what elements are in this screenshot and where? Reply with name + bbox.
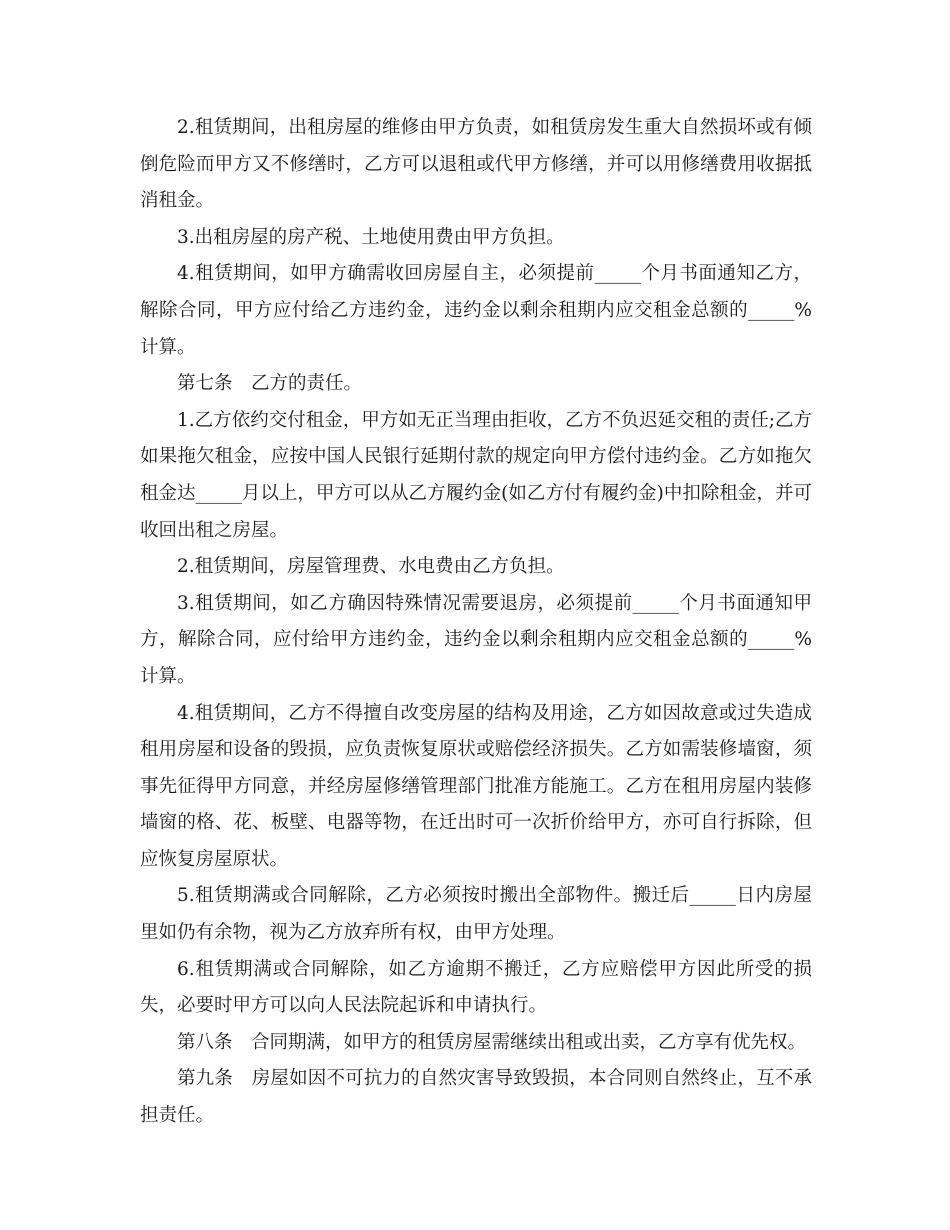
clause-7-item-6: 6.租赁期满或合同解除，如乙方逾期不搬迁，乙方应赔偿甲方因此所受的损失，必要时甲方可以向人民法院起诉和申请执行。 (140, 958, 812, 1017)
clause-6-item-2: 2.租赁期间，出租房屋的维修由甲方负责，如租赁房发生重大自然损坏或有倾倒危险而甲方又不修缮时，乙方可以退租或代甲方修缮，并可以用修缮费用收据抵消租金。 (140, 117, 812, 212)
clause-6-item-3: 3.出租房屋的房产税、土地使用费由甲方负担。 (177, 226, 565, 248)
article-8: 第八条 合同期满，如甲方的租赁房屋需继续出租或出卖，乙方享有优先权。 (177, 1031, 807, 1053)
contract-body (140, 110, 812, 1135)
clause-6-item-4: 4.租赁期间，如甲方确需收回房屋自主，必须提前_____个月书面通知乙方，解除合同，甲方应付给乙方违约金，违约金以剩余租期内应交租金总额的_____%计算。 (140, 263, 812, 358)
clause-7-item-2: 2.租赁期间，房屋管理费、水电费由乙方负担。 (177, 556, 565, 578)
clause-7-item-3: 3.租赁期间，如乙方确因特殊情况需要退房，必须提前_____个月书面通知甲方，解除合同，应付给甲方违约金，违约金以剩余租期内应交租金总额的_____%计算。 (140, 592, 812, 687)
article-9: 第九条 房屋如因不可抗力的自然灾害导致毁损，本合同则自然终止，互不承担责任。 (140, 1068, 812, 1127)
article-7-heading: 第七条 乙方的责任。 (177, 373, 363, 395)
clause-7-item-1: 1.乙方依约交付租金，甲方如无正当理由拒收，乙方不负迟延交租的责任;乙方如果拖欠租金，应按中国人民银行延期付款的规定向甲方偿付违约金。乙方如拖欠租金达_____月以上，甲方可以从乙方履约金(如乙方付有履约金)中扣除租金，并可收回出租之房屋。 (140, 409, 812, 541)
clause-7-item-4: 4.租赁期间，乙方不得擅自改变房屋的结构及用途，乙方如因故意或过失造成租用房屋和设备的毁损，应负责恢复原状或赔偿经济损失。乙方如需装修墙窗，须事先征得甲方同意，并经房屋修缮管理部门批准方能施工。乙方在租用房屋内装修墙窗的格、花、板壁、电器等物，在迁出时可一次折价给甲方，亦可自行拆除，但应恢复房屋原状。 (140, 702, 812, 870)
clause-7-item-5: 5.租赁期满或合同解除，乙方必须按时搬出全部物件。搬迁后_____日内房屋里如仍有余物，视为乙方放弃所有权，由甲方处理。 (140, 885, 812, 944)
